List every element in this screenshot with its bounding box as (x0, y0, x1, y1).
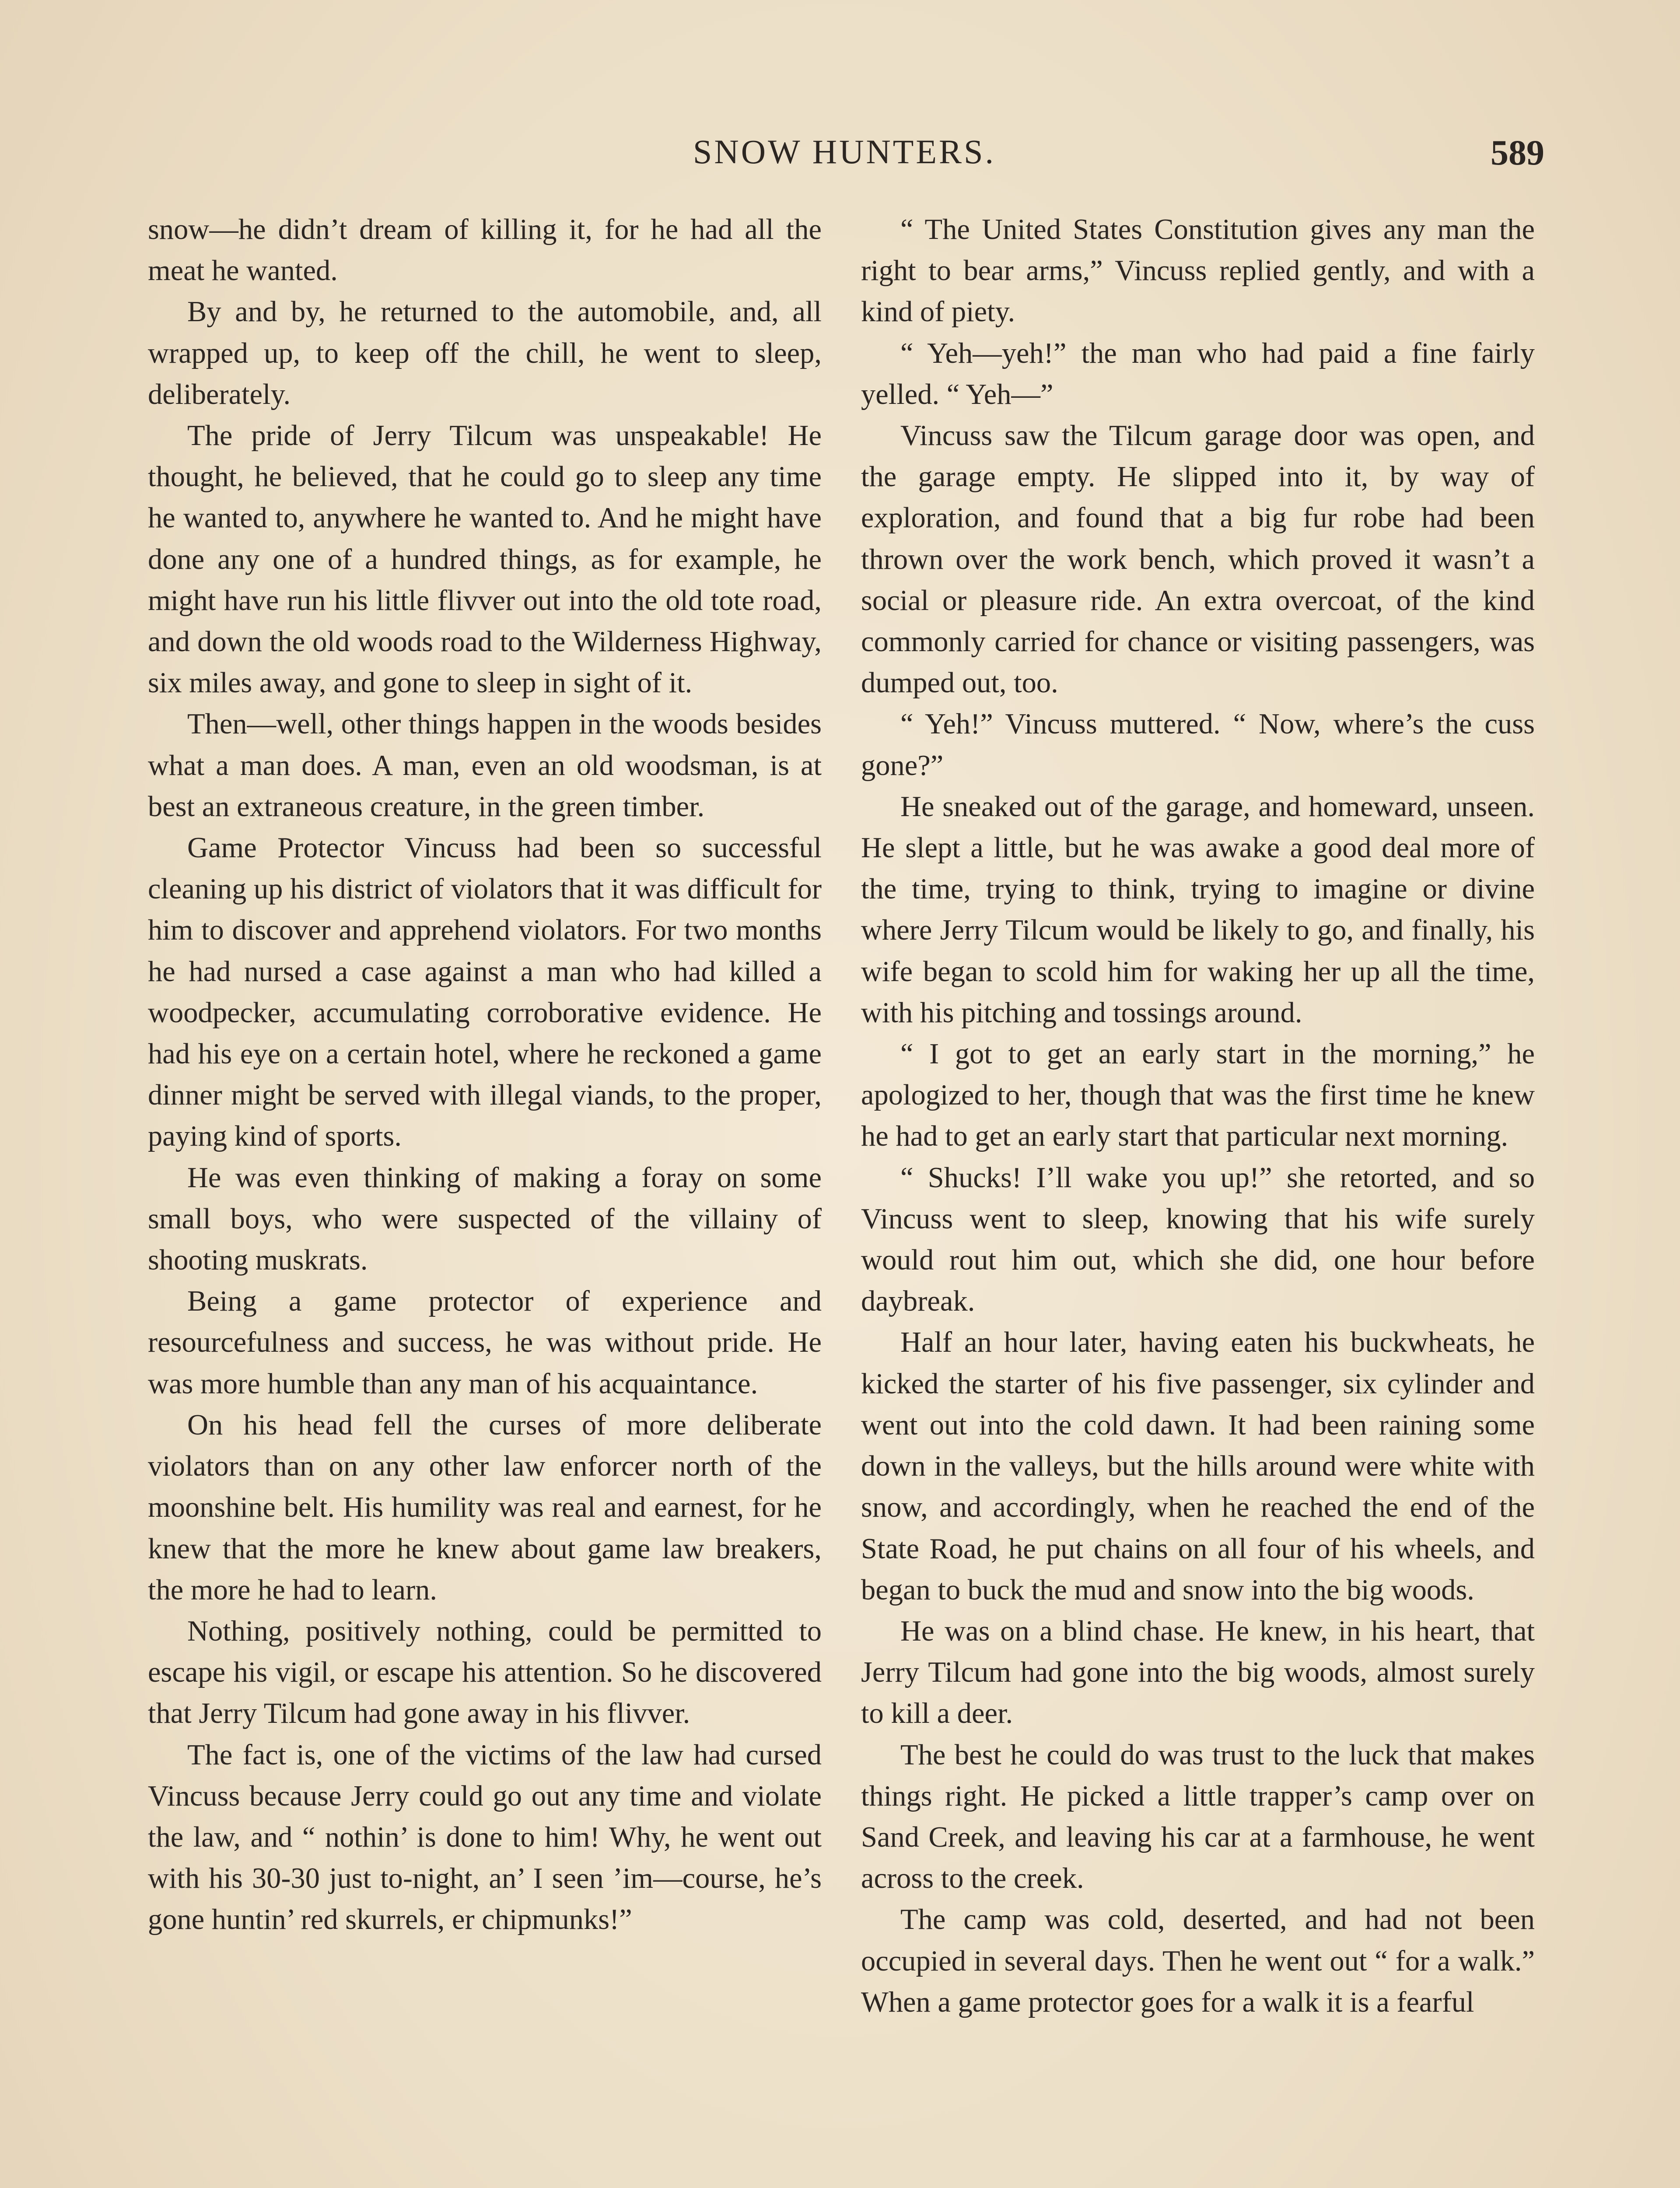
paragraph: He sneaked out of the garage, and homeward, unseen. He slept a little, but he was awake a good deal more of the time, trying to think, trying to imagine or divine where Jerry Tilcum would be likely to go, and finally, his wife began to scold him for waking her up all the time, with his pitching and tossings around. (861, 790, 1535, 1029)
paragraph: On his head fell the curses of more deliberate violators than on any other law enforcer north of the moonshine belt. His humility was real and earnest, for he knew that the more he knew about game law breakers, the more he had to learn. (148, 1409, 822, 1606)
paragraph: Game Protector Vincuss had been so successful cleaning up his district of violators that it was difficult for him to discover and apprehend violators. For two months he had nursed a case against a man who had killed a woodpecker, accumulating corroborative evidence. He had his eye on a certain hotel, where he reckoned a game dinner might be served with illegal viands, to the proper, paying kind of sports. (148, 832, 822, 1153)
paragraph: By and by, he returned to the automobile, and, all wrapped up, to keep off the chill, he went to sleep, deliberately. (148, 296, 822, 410)
paragraph: He was even thinking of making a foray on some small boys, who were suspected of the villainy of shooting muskrats. (148, 1161, 822, 1276)
paragraph: “ Yeh—yeh!” the man who had paid a fine fairly yelled. “ Yeh—” (861, 337, 1535, 410)
paragraph: “ Shucks! I’ll wake you up!” she retorted, and so Vincuss went to sleep, knowing that his wife surely would rout him out, which she did, one hour before daybreak. (861, 1161, 1535, 1318)
paragraph: The camp was cold, deserted, and had not been occupied in several days. Then he went out “ for a walk.” When a game protector goes for a walk it is a fearful (861, 1904, 1535, 2018)
paragraph: The pride of Jerry Tilcum was unspeakable! He thought, he believed, that he could go to sleep any time he wanted to, anywhere he wanted to. And he might have done any one of a hundred things, as for example, he might have run his little flivver out into the old tote road, and down the old woods road to the Wilderness Highway, six miles away, and gone to sleep in sight of it. (148, 420, 822, 699)
page-number: 589 (1491, 133, 1544, 172)
paragraph: The fact is, one of the victims of the law had cursed Vincuss because Jerry could go out any time and violate the law, and “ nothin’ is done to him! Why, he went out with his 30-30 just to-night, an’ I seen ’im—course, he’s gone huntin’ red skurrels, er chipmunks!” (148, 1739, 822, 1936)
running-head: SNOW HUNTERS. (693, 133, 996, 171)
page-header (144, 132, 1544, 180)
paragraph: Then—well, other things happen in the woods besides what a man does. A man, even an old woodsman, is at best an extraneous creature, in the green timber. (148, 708, 822, 823)
paragraph: “ I got to get an early start in the morning,” he apologized to her, though that was the first time he knew he had to get an early start that particular next morning. (861, 1038, 1535, 1153)
paragraph: The best he could do was trust to the luck that makes things right. He picked a little trapper’s camp over on Sand Creek, and leaving his car at a farmhouse, he went across to the creek. (861, 1739, 1535, 1895)
paragraph: Half an hour later, having eaten his buckwheats, he kicked the starter of his five passenger, six cylinder and went out into the cold dawn. It had been raining some down in the valleys, but the hills around were white with snow, and accordingly, when he reached the end of the State Road, he put chains on all four of his wheels, and began to buck the mud and snow into the big woods. (861, 1326, 1535, 1606)
paragraph: Vincuss saw the Tilcum garage door was open, and the garage empty. He slipped into it, by way of exploration, and found that a big fur robe had been thrown over the work bench, which proved it wasn’t a social or pleasure ride. An extra overcoat, of the kind commonly carried for chance or visiting passengers, was dumped out, too. (861, 420, 1535, 699)
paragraph: Being a game protector of experience and resourcefulness and success, he was without pride. He was more humble than any man of his acquaintance. (148, 1285, 822, 1400)
right-column (861, 209, 1535, 2023)
paragraph: snow—he didn’t dream of killing it, for he had all the meat he wanted. (148, 214, 822, 287)
paragraph: “ The United States Constitution gives any man the right to bear arms,” Vincuss replied gently, and with a kind of piety. (861, 214, 1535, 328)
paragraph: He was on a blind chase. He knew, in his heart, that Jerry Tilcum had gone into the big woods, almost surely to kill a deer. (861, 1615, 1535, 1730)
paragraph: Nothing, positively nothing, could be permitted to escape his vigil, or escape his attention. So he discovered that Jerry Tilcum had gone away in his flivver. (148, 1615, 822, 1730)
paragraph: “ Yeh!” Vincuss muttered. “ Now, where’s the cuss gone?” (861, 708, 1535, 782)
left-column (148, 209, 822, 1941)
